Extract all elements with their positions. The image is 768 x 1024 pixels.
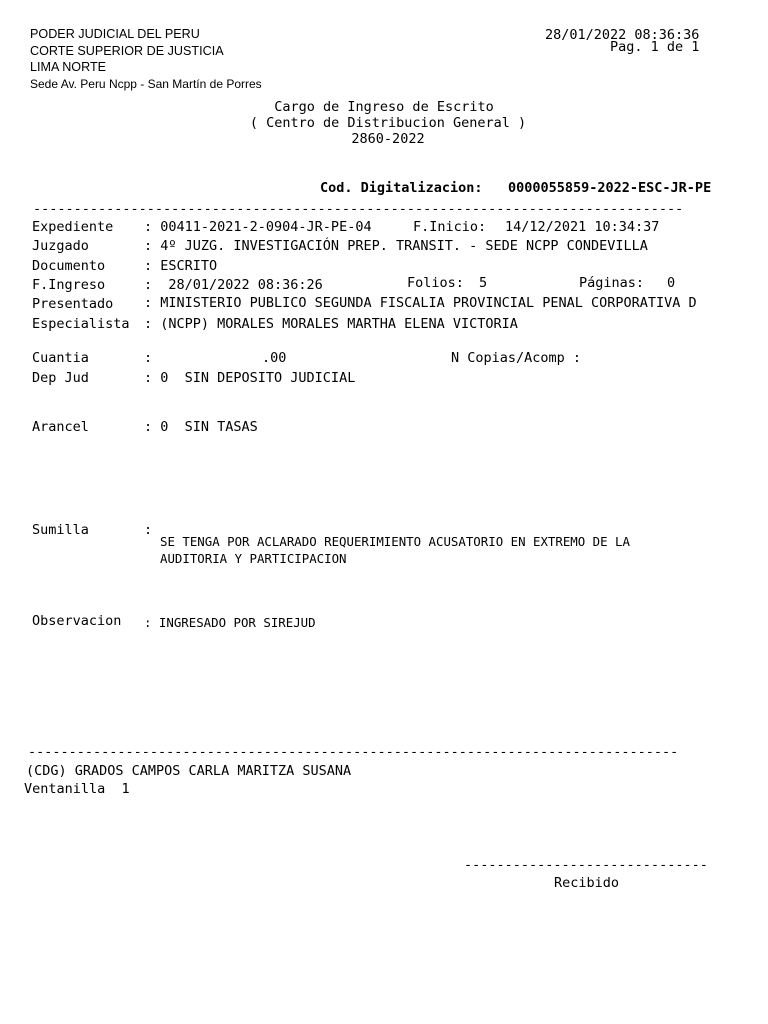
juzgado-label: Juzgado	[32, 238, 89, 254]
sumilla-line-2: AUDITORIA Y PARTICIPACION	[160, 551, 347, 566]
documento-label: Documento	[32, 258, 106, 274]
cuantia-value: .00	[262, 350, 287, 366]
arancel-label: Arancel	[32, 419, 89, 435]
sumilla-line-1: SE TENGA POR ACLARADO REQUERIMIENTO ACUSATORIO EN EXTREMO DE LA	[160, 534, 630, 549]
folios-value: 5	[479, 275, 488, 291]
arancel-value: : 0 SIN TASAS	[144, 419, 258, 435]
document-title: Cargo de Ingreso de Escrito	[274, 99, 494, 115]
expediente-label: Expediente	[32, 219, 114, 235]
document-subtitle: ( Centro de Distribucion General )	[249, 115, 527, 131]
paginas-label: Páginas:	[579, 275, 645, 291]
court-division: CORTE SUPERIOR DE JUSTICIA	[30, 44, 224, 58]
juzgado-value: : 4º JUZG. INVESTIGACIÓN PREP. TRANSIT. - SEDE NCPP CONDEVILLA	[144, 238, 648, 254]
depjud-value: : 0 SIN DEPOSITO JUDICIAL	[144, 370, 356, 386]
document-number: 2860-2022	[351, 131, 425, 147]
separator-top: --------------------------------------------------------------------------------	[33, 201, 684, 217]
especialista-value: : (NCPP) MORALES MORALES MARTHA ELENA VICTORIA	[144, 316, 518, 332]
ventanilla: Ventanilla 1	[24, 781, 130, 797]
recibido-label: Recibido	[554, 875, 620, 891]
print-datetime: 28/01/2022 08:36:36	[545, 27, 700, 43]
observacion-label: Observacion	[32, 613, 122, 629]
documento-value: : ESCRITO	[144, 258, 218, 274]
fingreso-label: F.Ingreso	[32, 277, 106, 293]
finicio-label: F.Inicio:	[413, 219, 487, 235]
paginas-value: 0	[667, 275, 676, 291]
court-name: PODER JUDICIAL DEL PERU	[30, 27, 200, 41]
court-location: Sede Av. Peru Ncpp - San Martín de Porres	[30, 77, 262, 91]
cod-digitalizacion-value: 0000055859-2022-ESC-JR-PE	[508, 180, 712, 196]
fingreso-value: : 28/01/2022 08:36:26	[144, 277, 323, 293]
folios-label: Folios:	[407, 275, 464, 291]
sumilla-label: Sumilla	[32, 522, 89, 538]
especialista-label: Especialista	[32, 316, 130, 332]
operator-name: (CDG) GRADOS CAMPOS CARLA MARITZA SUSANA	[26, 763, 352, 779]
depjud-label: Dep Jud	[32, 370, 89, 386]
copias-label: N Copias/Acomp :	[451, 350, 582, 366]
court-district: LIMA NORTE	[30, 60, 107, 74]
separator-bottom: --------------------------------------------------------------------------------	[28, 744, 679, 760]
cuantia-label: Cuantia	[32, 350, 89, 366]
finicio-value: 14/12/2021 10:34:37	[505, 219, 660, 235]
observacion-value: : INGRESADO POR SIREJUD	[144, 615, 316, 630]
sumilla-colon: :	[144, 522, 153, 538]
presentado-value: : MINISTERIO PUBLICO SEGUNDA FISCALIA PROVINCIAL PENAL CORPORATIVA D	[144, 295, 697, 311]
cod-digitalizacion-label: Cod. Digitalizacion:	[320, 180, 483, 196]
signature-line: ------------------------------	[464, 857, 708, 873]
cuantia-colon: :	[144, 350, 153, 366]
presentado-label: Presentado	[32, 296, 114, 312]
page-number: Pag. 1 de 1	[610, 39, 700, 55]
expediente-value: : 00411-2021-2-0904-JR-PE-04	[144, 219, 372, 235]
